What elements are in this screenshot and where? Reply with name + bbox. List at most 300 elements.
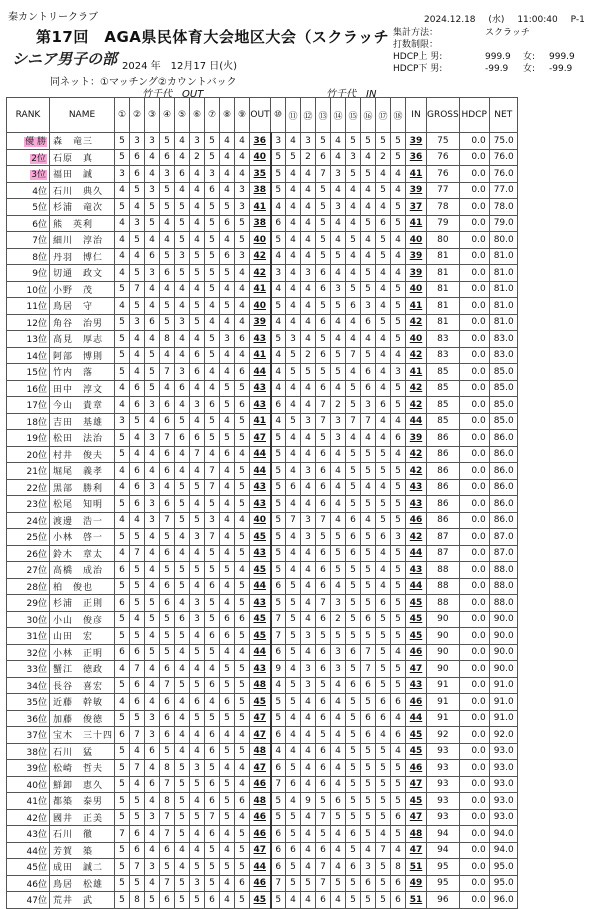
name-cell-text: 切通 政文	[53, 269, 104, 280]
name-cell	[50, 199, 115, 216]
hole-score	[346, 727, 361, 744]
hole-score-text: 7	[134, 861, 140, 872]
hole-score	[376, 314, 391, 331]
hole-score-text: 5	[380, 663, 386, 674]
hole-score-text: 6	[164, 399, 170, 410]
hole-score-text: 6	[134, 828, 140, 839]
hole-score	[316, 743, 331, 760]
hole-score	[376, 727, 391, 744]
hole-score-text: 4	[209, 317, 215, 328]
hole-score-text: 6	[179, 432, 185, 443]
hole-score-text: 5	[320, 729, 326, 740]
hole-score-text: 3	[194, 878, 200, 889]
hole-score-text: 4	[149, 680, 155, 691]
hole-score	[175, 875, 190, 892]
hole-score-text: 4	[194, 828, 200, 839]
hole-score	[391, 430, 406, 447]
hole-score	[130, 347, 145, 364]
hole-score	[376, 182, 391, 199]
out-total	[250, 760, 271, 777]
hole-score-text: 4	[305, 614, 311, 625]
hole-score-text: 4	[179, 300, 185, 311]
gross-cell-text: 93	[437, 812, 449, 823]
rank-cell	[7, 281, 50, 298]
hdcp-cell-text: 0.0	[471, 218, 486, 229]
in-total-text: 45	[409, 746, 423, 757]
hole-score-text: 4	[335, 845, 341, 856]
hole-score-text: 5	[380, 861, 386, 872]
hole-score-text: 4	[365, 432, 371, 443]
hole-score-text: 4	[395, 746, 401, 757]
hdcp-cell-text: 0.0	[471, 267, 486, 278]
hole-score	[235, 875, 250, 892]
hole-score-text: 4	[305, 201, 311, 212]
hole-score	[391, 166, 406, 183]
hole-score-text: 4	[365, 185, 371, 196]
hole-score	[346, 496, 361, 513]
hole-score	[376, 595, 391, 612]
hole-score	[271, 842, 286, 859]
hole-score	[331, 562, 346, 579]
hole-score-text: 4	[335, 218, 341, 229]
hole-score-text: 7	[320, 515, 326, 526]
hole-score-text: 4	[290, 383, 296, 394]
hole-score-text: 7	[209, 482, 215, 493]
gross-cell-text: 87	[437, 531, 449, 542]
hole-score-text: 4	[350, 218, 356, 229]
hole-score-text: 3	[305, 515, 311, 526]
hole-score	[160, 149, 175, 166]
hole-score-text: 6	[320, 482, 326, 493]
out-total	[250, 628, 271, 645]
hdcp-cell	[459, 694, 489, 711]
hole-score-text: 4	[380, 564, 386, 575]
hole-score-text: 4	[194, 795, 200, 806]
hole-score	[271, 677, 286, 694]
hole-score-text: 5	[395, 135, 401, 146]
hole-score	[115, 397, 130, 414]
hole-score	[301, 496, 316, 513]
hole-score	[346, 644, 361, 661]
hole-score	[205, 710, 220, 727]
hole-score	[190, 166, 205, 183]
hole-score-text: 5	[209, 597, 215, 608]
gross-cell-text: 90	[437, 647, 449, 658]
rank-cell-text: 27位	[26, 566, 47, 577]
rank-cell	[7, 331, 50, 348]
tiebreak-note: 同ネット：①マッチング②カウントバック	[50, 77, 237, 88]
hole-score-text: 6	[365, 729, 371, 740]
name-cell-text: 小山 俊彦	[53, 615, 104, 626]
hole-score-text: 5	[290, 680, 296, 691]
rank-cell-text: 29位	[26, 599, 47, 610]
hole-score-text: 4	[119, 234, 125, 245]
rank-cell	[7, 479, 50, 496]
hole-score-text: 4	[305, 300, 311, 311]
hole-score-text: 4	[365, 515, 371, 526]
hole-score-text: 4	[290, 432, 296, 443]
hole-score	[160, 496, 175, 513]
hole-score	[190, 248, 205, 265]
hole-score-text: 4	[305, 482, 311, 493]
name-cell	[50, 545, 115, 562]
hole-score-text: 4	[194, 218, 200, 229]
rank-cell-text: 43位	[26, 830, 47, 841]
hole-score-text: 4	[305, 168, 311, 179]
hole-score	[286, 182, 301, 199]
hole-score-text: 5	[164, 630, 170, 641]
out-total-text: 42	[253, 267, 267, 278]
gross-cell-text: 87	[437, 548, 449, 559]
hole-score-text: 5	[320, 531, 326, 542]
hole-score-text: 5	[380, 630, 386, 641]
hole-score-text: 4	[335, 828, 341, 839]
net-cell	[489, 479, 517, 496]
hole-score	[175, 793, 190, 810]
hole-score	[346, 248, 361, 265]
hole-score	[286, 595, 301, 612]
hole-score-text: 4	[335, 581, 341, 592]
hole-score	[286, 628, 301, 645]
hole-score-text: 5	[320, 432, 326, 443]
hole-score-text: 5	[224, 432, 230, 443]
table-row	[7, 644, 518, 661]
hole-score	[361, 281, 376, 298]
hdcp-cell-text: 0.0	[471, 317, 486, 328]
in-total	[406, 430, 427, 447]
hole-score-text: 4	[335, 861, 341, 872]
hole-score-text: 3	[149, 482, 155, 493]
hole-score	[376, 809, 391, 826]
hole-score-text: 4	[179, 135, 185, 146]
hole-score	[205, 380, 220, 397]
hole-score-text: 5	[395, 581, 401, 592]
in-total	[406, 479, 427, 496]
hole-score-text: 6	[164, 845, 170, 856]
hole-score-text: 6	[179, 383, 185, 394]
hole-score	[115, 265, 130, 282]
hole-score	[346, 166, 361, 183]
rank-cell	[7, 347, 50, 364]
hole-score	[145, 677, 160, 694]
gross-cell-text: 93	[437, 746, 449, 757]
hole-score	[190, 512, 205, 529]
hole-score	[175, 727, 190, 744]
hole-score	[331, 809, 346, 826]
hole-score-text: 6	[209, 828, 215, 839]
out-total-text: 42	[253, 251, 267, 262]
hole-score-text: 4	[380, 333, 386, 344]
hole-score-text: 5	[395, 564, 401, 575]
hole-score	[361, 446, 376, 463]
hole-score-text: 4	[119, 185, 125, 196]
hole-score-text: 4	[239, 135, 245, 146]
hole-score	[205, 595, 220, 612]
hole-score-text: 5	[335, 878, 341, 889]
hole-score	[160, 182, 175, 199]
hole-score	[361, 628, 376, 645]
hole-score-text: 5	[290, 614, 296, 625]
hole-score-text: 4	[290, 185, 296, 196]
hole-score-text: 4	[395, 267, 401, 278]
net-cell-text: 93.0	[493, 812, 514, 823]
hole-score	[205, 644, 220, 661]
name-cell	[50, 694, 115, 711]
hole-score-text: 5	[350, 498, 356, 509]
hole-score-text: 6	[350, 515, 356, 526]
hole-score	[115, 380, 130, 397]
hole-score	[376, 430, 391, 447]
hole-score-text: 3	[305, 135, 311, 146]
hole-score	[376, 743, 391, 760]
in-total-text: 42	[409, 383, 423, 394]
hole-score	[271, 760, 286, 777]
hole-score	[115, 892, 130, 909]
hole-score	[376, 892, 391, 909]
hole-score	[271, 133, 286, 150]
hole-score	[175, 215, 190, 232]
hole-score-text: 3	[209, 515, 215, 526]
name-cell	[50, 562, 115, 579]
hole-score	[376, 529, 391, 546]
hole-score-text: 3	[335, 201, 341, 212]
hole-score-text: 5	[320, 795, 326, 806]
rank-cell	[7, 727, 50, 744]
hole-score	[271, 331, 286, 348]
hole-score-text: 7	[209, 812, 215, 823]
hole-score	[115, 199, 130, 216]
hole-score-text: 3	[179, 317, 185, 328]
in-total-text: 39	[409, 432, 423, 443]
net-cell-text: 94.0	[493, 845, 514, 856]
hole-score	[190, 413, 205, 430]
col-in: IN	[406, 98, 427, 133]
hole-score	[316, 776, 331, 793]
gross-cell-text: 86	[437, 515, 449, 526]
hole-score-text: 5	[320, 201, 326, 212]
rank-cell-text: 18位	[26, 417, 47, 428]
rank-cell-text: 34位	[26, 681, 47, 692]
hole-score-text: 4	[149, 564, 155, 575]
hole-score	[331, 743, 346, 760]
hole-score	[175, 331, 190, 348]
hole-score	[205, 694, 220, 711]
hole-score	[115, 281, 130, 298]
hole-score-text: 7	[209, 531, 215, 542]
hole-score	[331, 694, 346, 711]
rank-cell-text: 40位	[26, 780, 47, 791]
hole-score	[235, 628, 250, 645]
name-cell-text: 宝木 三十四	[53, 731, 114, 742]
hole-score	[286, 842, 301, 859]
gross-cell-text: 95	[437, 861, 449, 872]
hole-score	[391, 314, 406, 331]
hole-score	[205, 199, 220, 216]
out-total	[250, 842, 271, 859]
out-total	[250, 166, 271, 183]
hole-score	[286, 347, 301, 364]
hdcp-cell-text: 0.0	[471, 812, 486, 823]
rank-cell	[7, 199, 50, 216]
gross-cell-text: 90	[437, 630, 449, 641]
hdcp-cell-text: 0.0	[471, 861, 486, 872]
hole-score-text: 4	[350, 267, 356, 278]
hole-score	[235, 463, 250, 480]
hole-score	[145, 298, 160, 315]
col-hole: ⑩	[271, 98, 286, 133]
out-total-text: 40	[253, 300, 267, 311]
hole-score	[301, 760, 316, 777]
hole-score-text: 5	[395, 317, 401, 328]
rank-cell-text: 28位	[26, 582, 47, 593]
hole-score-text: 5	[194, 680, 200, 691]
hole-score	[301, 595, 316, 612]
hole-score-text: 6	[320, 696, 326, 707]
name-cell	[50, 479, 115, 496]
hole-score	[235, 199, 250, 216]
hole-score-text: 3	[194, 135, 200, 146]
hole-score-text: 5	[209, 498, 215, 509]
table-row	[7, 727, 518, 744]
net-cell-text: 86.0	[493, 498, 514, 509]
hdcp-cell-text: 0.0	[471, 416, 486, 427]
hole-score	[175, 710, 190, 727]
hole-score	[160, 776, 175, 793]
hole-score-text: 3	[119, 416, 125, 427]
table-row	[7, 661, 518, 678]
hole-score	[361, 182, 376, 199]
gross-cell-text: 91	[437, 680, 449, 691]
hdcp-cell-text: 0.0	[471, 449, 486, 460]
hole-score	[301, 430, 316, 447]
hole-score-text: 2	[305, 350, 311, 361]
in-total-text: 43	[409, 680, 423, 691]
hole-score	[331, 446, 346, 463]
hole-score	[271, 578, 286, 595]
hole-score	[220, 479, 235, 496]
hole-score	[175, 298, 190, 315]
hole-score-text: 3	[239, 201, 245, 212]
hole-score	[220, 595, 235, 612]
rank-cell-text: 19位	[26, 434, 47, 445]
rank-cell	[7, 232, 50, 249]
hole-score-text: 6	[320, 746, 326, 757]
hole-score	[286, 298, 301, 315]
hole-score-text: 6	[164, 894, 170, 905]
hole-score	[205, 859, 220, 876]
name-cell	[50, 710, 115, 727]
hole-score	[190, 529, 205, 546]
hole-score-text: 6	[320, 762, 326, 773]
hole-score	[190, 397, 205, 414]
out-total-text: 41	[253, 284, 267, 295]
hole-score	[271, 512, 286, 529]
score-table	[6, 97, 518, 909]
hole-score-text: 4	[194, 845, 200, 856]
out-total	[250, 281, 271, 298]
hole-score-text: 3	[335, 432, 341, 443]
net-cell-text: 77.0	[493, 185, 514, 196]
in-total	[406, 611, 427, 628]
hole-score	[235, 743, 250, 760]
hdcp-cell-text: 0.0	[471, 168, 486, 179]
hole-score	[190, 727, 205, 744]
hole-score	[361, 166, 376, 183]
hole-score	[220, 842, 235, 859]
hole-score	[271, 149, 286, 166]
hole-score	[316, 842, 331, 859]
rank-cell	[7, 776, 50, 793]
hole-score-text: 7	[290, 515, 296, 526]
hole-score	[115, 496, 130, 513]
hole-score	[220, 232, 235, 249]
hole-score-text: 5	[380, 234, 386, 245]
out-total-text: 45	[253, 894, 267, 905]
gross-cell	[427, 413, 460, 430]
hole-score	[130, 446, 145, 463]
hole-score-text: 6	[275, 861, 282, 872]
rank-cell	[7, 793, 50, 810]
net-cell	[489, 446, 517, 463]
hole-score-text: 4	[209, 366, 215, 377]
col-hdcp: HDCP	[459, 98, 489, 133]
hole-score	[190, 578, 205, 595]
hole-score	[190, 809, 205, 826]
hole-score-text: 6	[164, 713, 170, 724]
hdcp-cell-text: 0.0	[471, 795, 486, 806]
hole-score	[175, 496, 190, 513]
name-cell	[50, 578, 115, 595]
hole-score	[220, 578, 235, 595]
gross-cell	[427, 479, 460, 496]
hole-score-text: 4	[179, 465, 185, 476]
hole-score	[286, 281, 301, 298]
rank-cell-text: 30位	[26, 615, 47, 626]
hole-score	[175, 859, 190, 876]
gross-cell	[427, 661, 460, 678]
out-total	[250, 562, 271, 579]
rank-cell-text: 14位	[26, 351, 47, 362]
hole-score-text: 6	[350, 828, 356, 839]
table-row	[7, 199, 518, 216]
hole-score	[391, 215, 406, 232]
table-row	[7, 793, 518, 810]
hole-score-text: 5	[119, 201, 125, 212]
name-cell-text: 鈴木 章太	[53, 549, 104, 560]
hole-score-text: 4	[290, 548, 296, 559]
rank-cell-text: 24位	[26, 516, 47, 527]
hdcp-cell	[459, 199, 489, 216]
hole-score-text: 6	[350, 300, 356, 311]
hdcp-cell	[459, 826, 489, 843]
hole-score-text: 5	[164, 531, 170, 542]
hole-score-text: 5	[224, 713, 230, 724]
gross-cell	[427, 611, 460, 628]
out-total	[250, 430, 271, 447]
hole-score	[391, 463, 406, 480]
hole-score	[271, 727, 286, 744]
hole-score	[160, 611, 175, 628]
hole-score-text: 7	[164, 366, 170, 377]
hole-score-text: 5	[224, 383, 230, 394]
hole-score	[220, 281, 235, 298]
hole-score-text: 5	[179, 416, 185, 427]
name-cell	[50, 875, 115, 892]
rank-cell	[7, 578, 50, 595]
hole-score-text: 3	[149, 267, 155, 278]
hole-score	[316, 215, 331, 232]
hole-score-text: 4	[209, 449, 215, 460]
